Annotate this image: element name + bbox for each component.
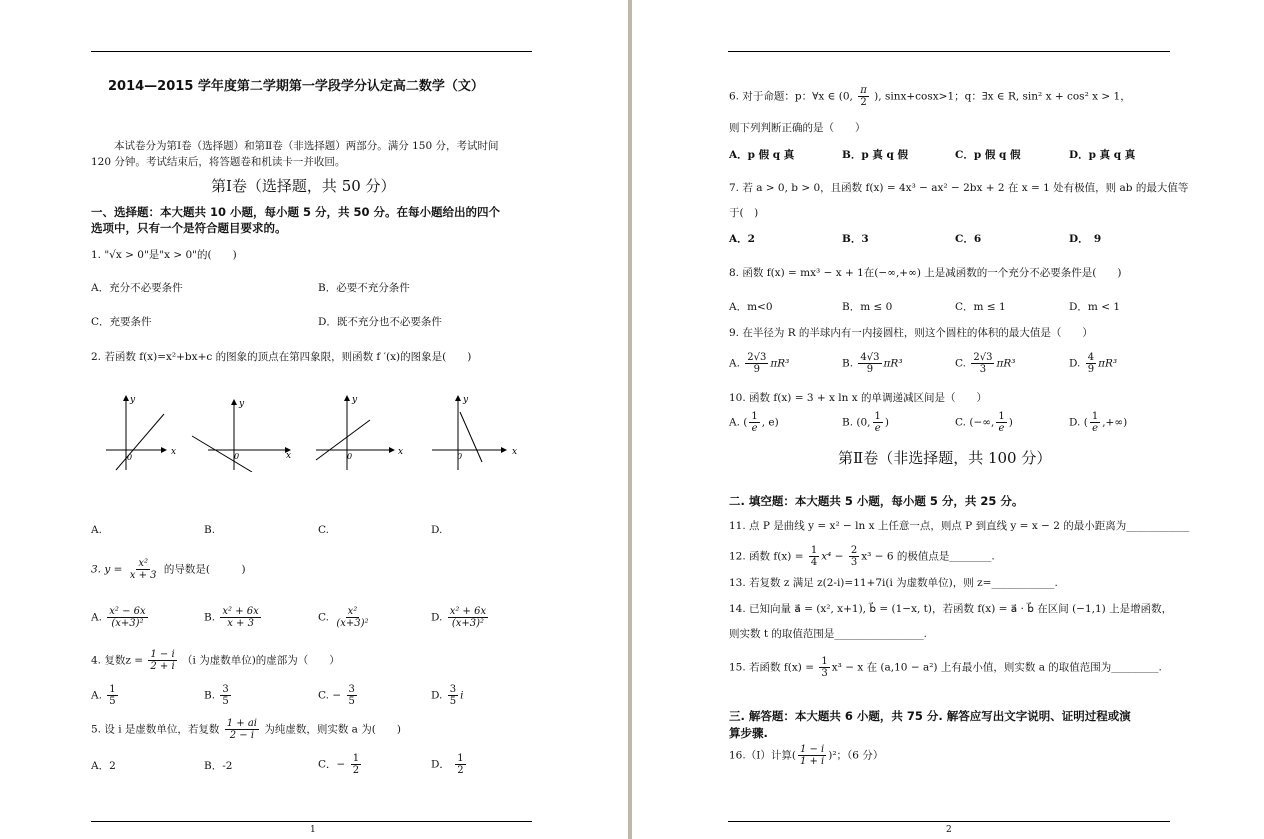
header-rule	[728, 51, 1170, 52]
q5-option-a: A．2	[91, 760, 116, 772]
question-11: 11. 点 P 是曲线 y = x² − ln x 上任意一点，则点 P 到直线 y = x − 2 的最小距离为____________	[729, 520, 1190, 532]
q7-option-c: C．6	[955, 233, 982, 245]
svg-text:x: x	[286, 451, 292, 461]
q1-option-d: D．既不充分也不必要条件	[318, 316, 442, 328]
q2-label-d: D.	[431, 524, 443, 536]
section-1-heading: 一、选择题：本大题共 10 小题，每小题 5 分，共 50 分。在每小题给出的四个	[91, 205, 501, 219]
svg-text:0: 0	[347, 452, 353, 461]
q9-option-c: C. $\frac{2√3}{3}$ πR³	[955, 352, 1016, 375]
question-2: 2. 若函数 f(x)=x²+bx+c 的图象的顶点在第四象限，则函数 f ′(x)的图象是( )	[91, 351, 472, 363]
q8-option-c: C．m ≤ 1	[955, 301, 1006, 313]
section-3-heading-cont: 算步骤.	[729, 726, 768, 740]
q6-option-a: A．p 假 q 真	[729, 149, 795, 161]
q1-option-b: B．必要不充分条件	[318, 282, 410, 294]
part-2-title: 第Ⅱ卷（非选择题，共 100 分）	[838, 449, 1052, 467]
q5-option-b: B．-2	[204, 760, 233, 772]
question-1: 1. "√x > 0"是"x > 0"的( )	[91, 249, 237, 261]
q3-option-d: D. $\frac{\text{x² + 6x}}{\text{(x+3)²}}$	[431, 606, 487, 629]
svg-text:y: y	[463, 395, 469, 405]
page-number: 2	[946, 825, 952, 835]
q10-option-a: A. ( $\frac{1}{e}$ , e)	[729, 411, 779, 434]
q2-label-a: A.	[91, 524, 102, 536]
question-7: 7. 若 a > 0, b > 0，且函数 f(x) = 4x³ − ax² − 2bx + 2 在 x = 1 处有极值，则 ab 的最大值等	[729, 182, 1189, 194]
q4-option-b: B. $\frac{3}{5}$	[204, 684, 229, 707]
q6-option-c: C．p 假 q 假	[955, 149, 1021, 161]
part-1-title: 第Ⅰ卷（选择题，共 50 分）	[211, 177, 396, 195]
q2-label-c: C.	[318, 524, 329, 536]
section-2-heading: 二. 填空题：本大题共 5 小题，每小题 5 分，共 25 分。	[729, 494, 1024, 508]
q1-option-c: C．充要条件	[91, 316, 152, 328]
svg-text:0: 0	[127, 453, 133, 462]
graph-d	[432, 395, 517, 470]
q3-option-c: C. $\frac{\text{x²}}{\text{(x+3)²}}$	[318, 606, 369, 629]
svg-text:y: y	[239, 399, 245, 409]
q5-option-c: C．− $\frac{1}{2}$	[318, 753, 360, 776]
q8-option-b: B．m ≤ 0	[842, 301, 893, 313]
svg-text:0: 0	[234, 452, 240, 461]
q4-option-c: C. − $\frac{3}{5}$	[318, 684, 355, 707]
footer-rule	[728, 821, 1170, 822]
page-number: 1	[310, 825, 316, 835]
question-16: 16.（Ⅰ）计算( $\frac{1 - i}{1 + i}$ )²；（6 分）	[729, 744, 884, 767]
q2-label-b: B.	[204, 524, 216, 536]
question-3: 3. y = $\frac{\text{x²}}{x + 3}$ 的导数是( )	[91, 558, 246, 581]
question-14: 14. 已知向量 a⃗ = (x², x+1), b⃗ = (1−x, t)，若函数 f(x) = a⃗ · b⃗ 在区间 (−1,1) 上是增函数，	[729, 603, 1173, 615]
q10-option-b: B. (0, $\frac{1}{e}$ )	[842, 411, 890, 434]
intro-line-1: 本试卷分为第Ⅰ卷（选择题）和第Ⅱ卷（非选择题）两部分。满分 150 分，考试时间	[114, 140, 499, 152]
question-15: 15. 若函数 f(x) = $\frac{1}{3}$ x³ − x 在 (a,10 − a²) 上有最小值，则实数 a 的取值范围为_________.	[729, 656, 1162, 679]
exam-title: 2014—2015 学年度第二学期第一学段学分认定高二数学（文）	[108, 79, 484, 94]
question-10: 10. 函数 f(x) = 3 + x ln x 的单调递减区间是（ ）	[729, 392, 987, 404]
q6-line-2: 则下列判断正确的是（ ）	[729, 122, 866, 134]
graph-b	[192, 399, 291, 472]
graph-c	[316, 395, 403, 470]
svg-text:y: y	[130, 395, 136, 405]
q7-line-2: 于( )	[729, 207, 759, 219]
section-3-heading: 三. 解答题：本大题共 6 小题，共 75 分. 解答应写出文字说明、证明过程或演	[729, 709, 1131, 723]
graph-a	[106, 395, 176, 470]
q1-option-a: A．充分不必要条件	[91, 282, 183, 294]
svg-text:0: 0	[457, 452, 463, 461]
svg-text:y: y	[352, 395, 358, 405]
question-6: 6. 对于命题：p：∀x ∈ (0, $\frac{\pi}{2}$ ), sinx+cosx>1；q：∃x ∈ R, sin² x + cos² x > 1，	[729, 85, 1131, 108]
svg-text:x: x	[171, 447, 177, 457]
question-8: 8. 函数 f(x) = mx³ − x + 1在(−∞,+∞) 上是减函数的一个充分不必要条件是( )	[729, 267, 1122, 279]
q6-option-b: B．p 真 q 假	[842, 149, 909, 161]
q14-line-2: 则实数 t 的取值范围是_________________.	[729, 628, 927, 640]
header-rule	[91, 51, 532, 52]
question-13: 13. 若复数 z 满足 z(2-i)=11+7i(i 为虚数单位)，则 z=____________.	[729, 577, 1058, 589]
q10-option-d: D. ( $\frac{1}{e}$ ,+∞)	[1069, 411, 1128, 434]
q2-graphs	[98, 392, 528, 472]
q4-option-d: D. $\frac{3}{5}$ i	[431, 684, 464, 707]
intro-line-2: 120 分钟。考试结束后，将答题卷和机读卡一并收回。	[91, 156, 346, 168]
q7-option-a: A．2	[729, 233, 755, 245]
q9-option-d: D. $\frac{4}{9}$ πR³	[1069, 352, 1118, 375]
page-2	[632, 0, 1264, 839]
svg-text:x: x	[398, 447, 404, 457]
q7-option-d: D． 9	[1069, 233, 1102, 245]
q8-option-d: D．m < 1	[1069, 301, 1121, 313]
q5-option-d: D． $\frac{1}{2}$	[431, 753, 464, 776]
q10-option-c: C. (−∞, $\frac{1}{e}$ )	[955, 411, 1013, 434]
q6-option-d: D．p 真 q 真	[1069, 149, 1136, 161]
q9-option-b: B. $\frac{4√3}{9}$ πR³	[842, 352, 903, 375]
section-1-heading-cont: 选项中，只有一个是符合题目要求的。	[91, 221, 287, 235]
question-4: 4. 复数z = $\frac{1 - i}{2 + i}$ （i 为虚数单位)的虚部为（ ）	[91, 649, 340, 672]
page-1	[0, 0, 628, 839]
q3-option-a: A. $\frac{\text{x² − 6x}}{\text{(x+3)²}}$	[91, 606, 146, 629]
q8-option-a: A．m<0	[729, 301, 773, 313]
svg-text:x: x	[512, 447, 518, 457]
q4-option-a: A. $\frac{1}{5}$	[91, 684, 116, 707]
question-12: 12. 函数 f(x) = $\frac{1}{4}$ x⁴ − $\frac{2}{3}$ x³ − 6 的极值点是________.	[729, 545, 995, 568]
q7-option-b: B．3	[842, 233, 869, 245]
q3-option-b: B. $\frac{\text{x² + 6x}}{x + 3}$	[204, 606, 259, 629]
question-5: 5. 设 i 是虚数单位，若复数 $\frac{1 + ai}{2 - i}$ 为纯虚数，则实数 a 为( )	[91, 718, 401, 741]
q9-option-a: A. $\frac{2√3}{9}$ πR³	[729, 352, 790, 375]
footer-rule	[91, 821, 532, 822]
question-9: 9. 在半径为 R 的半球内有一内接圆柱，则这个圆柱的体积的最大值是（ ）	[729, 327, 1093, 339]
